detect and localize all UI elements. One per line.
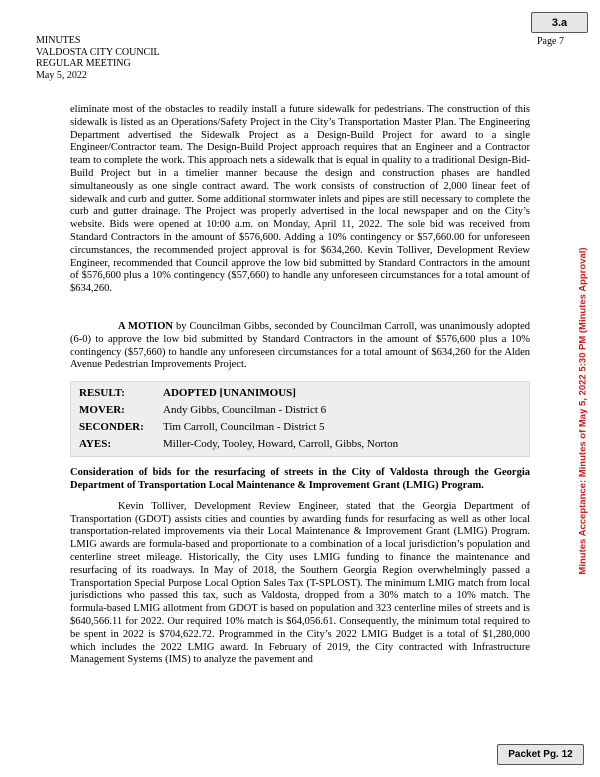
motion-lead: A MOTION (118, 320, 173, 332)
side-stamp: Minutes Acceptance: Minutes of May 5, 2022 5:30 PM (Minutes Approval) (577, 247, 589, 575)
seconder-key: SECONDER: (79, 421, 144, 434)
ayes-value: Miller-Cody, Tooley, Howard, Carroll, Gibbs, Norton (163, 438, 399, 451)
header-line: VALDOSTA CITY COUNCIL (36, 46, 160, 58)
body-paragraph: Kevin Tolliver, Development Review Engineer, stated that the Georgia Department of Transportation (GDOT) assists cities and counties by awarding funds for resurfacing as well as other local transportation-related improvements via their Local Maintenance & Improvement Grant (LMIG) Program. LMIG awards are formula-based and proportionate to a combination of a local jurisdiction’s population and centerline street mileage. Historically, the City uses LMIG funding to finance the maintenance and resurfacing of its roadways. In May of 2018, the Southern Georgia Region overwhelmingly passed a Transportation Special Purpose Local Option Sales Tax (T-SPLOST). The minimum LMIG match from local jurisdictions who passed this tax, such as Valdosta, dropped from a 30% match to a 10% match. The formula-based LMIG allotment from GDOT is based on population and 323 centerline miles of streets and is $640,566.11 for 2022. Our required 10% match is $64,056.61. Consequently, the minimum total required to be spent in 2022 is $704,622.72. Programmed in the City’s 2022 LMIG Budget is a total of $1,280,000 which includes the 2022 LMIG award. In February of 2019, the City contracted with Infrastructure Management Systems (IMS) to analyze the pavement and (70, 500, 530, 666)
header-line: REGULAR MEETING (36, 58, 131, 70)
section-heading: Consideration of bids for the resurfacing of streets in the City of Valdosta through the Georgia Department of Transportation Local Maintenance & Improvement Grant (LMIG) Program. (70, 467, 530, 491)
document-header (36, 35, 160, 81)
vote-result-table (70, 381, 530, 457)
header-line: MINUTES (36, 35, 81, 46)
result-row (79, 385, 522, 402)
mover-row (79, 402, 522, 419)
attachment-tag: 3.a (531, 12, 588, 33)
mover-key: MOVER: (79, 404, 125, 417)
mover-value: Andy Gibbs, Councilman - District 6 (163, 404, 327, 417)
header-date: May 5, 2022 (36, 69, 87, 81)
motion-paragraph (70, 321, 530, 372)
seconder-row (79, 419, 522, 436)
body-paragraph: eliminate most of the obstacles to readily install a future sidewalk for pedestrians. The construction of this sidewalk is listed as an Operations/Safety Project in the City’s Transportation Master Plan. The Engineering Department advertised the Sidewalk Project as a Design-Build Project for award to a single Engineer/Contractor team. The Design-Build Project approach requires that an Engineer and a Contractor team to complete the work. This approach nets a sidewalk that is equal in quality to a traditional Design-Bid-Build Project but in a timelier manner because the design and construction phases are handled simultaneously as one single contract award. The work consists of construction of 2,000 linear feet of sidewalk and curb and gutter. Some additional stormwater inlets and pipes are still necessary to complete the curb and gutter drainage. The Project was properly advertised in the local newspaper and on the City’s website. Bids were opened at 10:00 a.m. on Monday, April 11, 2022. The sole bid was received from Standard Contractors in the amount of $576,600. Adding a 10% contingency or $57,660.00 for unforeseen circumstances, the recommended project approval is for $634,260. Kevin Tolliver, Development Review Engineer, recommended that Council approve the low bid submitted by Standard Contractors in the amount of $576,600 plus a 10% contingency ($57,660) to handle any unforeseen circumstances for a total amount of $634,260. (70, 104, 530, 295)
motion-text: by Councilman Gibbs, seconded by Councilman Carroll, was unanimously adopted (6-0) to approve the low bid submitted by Standard Contractors in the amount of $576,600 plus a 10% contingency ($57,660) to handle any unforeseen circumstances for a total amount of $634,260 for the Alden Avenue Pedestrian Improvements Project. (70, 320, 530, 371)
page-number: Page 7 (537, 36, 564, 47)
ayes-row (79, 436, 522, 453)
document-body (70, 104, 530, 667)
seconder-value: Tim Carroll, Councilman - District 5 (163, 421, 325, 434)
result-key: RESULT: (79, 387, 125, 400)
ayes-key: AYES: (79, 438, 111, 451)
result-value: ADOPTED [UNANIMOUS] (163, 387, 296, 400)
packet-page-label: Packet Pg. 12 (497, 744, 584, 765)
